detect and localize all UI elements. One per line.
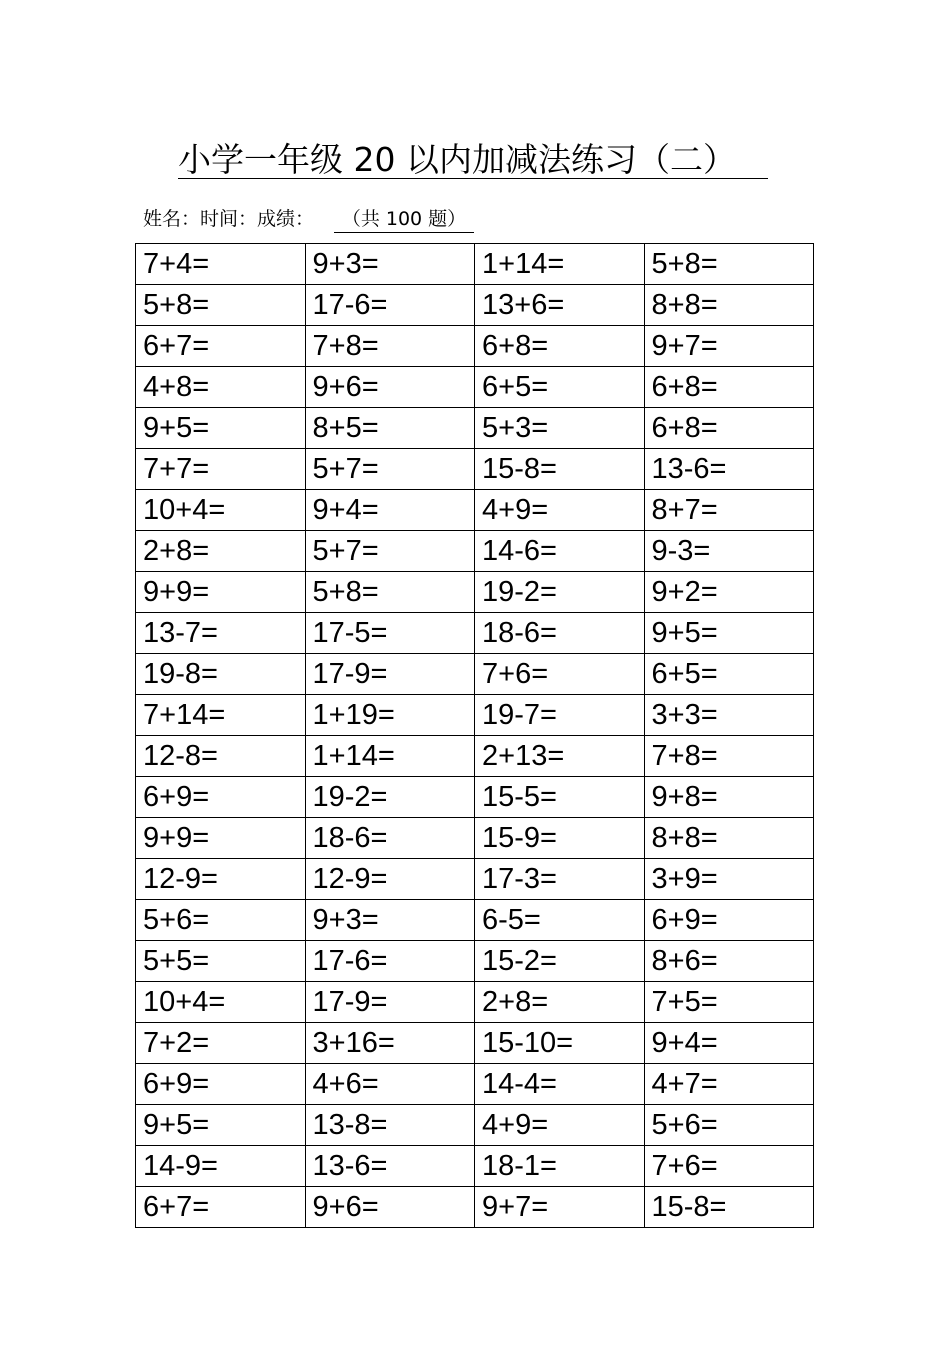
exercise-cell: 12-9=: [136, 859, 306, 900]
exercise-cell: 7+8=: [305, 326, 475, 367]
exercise-cell: 9+4=: [644, 1023, 814, 1064]
exercise-cell: 9+5=: [136, 408, 306, 449]
exercise-cell: 14-9=: [136, 1146, 306, 1187]
exercise-cell: 7+14=: [136, 695, 306, 736]
table-row: [136, 736, 814, 777]
exercise-cell: 6+5=: [644, 654, 814, 695]
exercise-cell: 1+14=: [305, 736, 475, 777]
exercise-cell: 13-8=: [305, 1105, 475, 1146]
exercise-cell: 18-6=: [475, 613, 645, 654]
exercise-cell: 7+6=: [475, 654, 645, 695]
exercise-cell: 19-2=: [475, 572, 645, 613]
exercise-cell: 4+8=: [136, 367, 306, 408]
table-row: [136, 818, 814, 859]
exercise-cell: 6+8=: [644, 408, 814, 449]
exercise-cell: 1+14=: [475, 244, 645, 285]
exercise-cell: 3+9=: [644, 859, 814, 900]
exercise-cell: 5+7=: [305, 449, 475, 490]
exercise-cell: 5+5=: [136, 941, 306, 982]
exercise-cell: 8+7=: [644, 490, 814, 531]
exercise-cell: 14-4=: [475, 1064, 645, 1105]
page-title: 小学一年级 20 以内加减法练习（二）: [178, 140, 736, 179]
exercise-cell: 9+7=: [644, 326, 814, 367]
exercise-cell: 7+5=: [644, 982, 814, 1023]
exercise-cell: 4+9=: [475, 1105, 645, 1146]
question-count: （共 100 题）: [334, 206, 474, 233]
exercise-cell: 17-6=: [305, 941, 475, 982]
table-row: [136, 982, 814, 1023]
exercise-cell: 3+16=: [305, 1023, 475, 1064]
exercise-cell: 13-7=: [136, 613, 306, 654]
exercise-cell: 9+3=: [305, 244, 475, 285]
exercise-cell: 9+5=: [136, 1105, 306, 1146]
exercise-cell: 15-2=: [475, 941, 645, 982]
table-row: [136, 695, 814, 736]
exercise-cell: 9+4=: [305, 490, 475, 531]
exercise-cell: 6+8=: [644, 367, 814, 408]
table-row: [136, 285, 814, 326]
exercise-cell: 13-6=: [305, 1146, 475, 1187]
exercise-cell: 5+8=: [136, 285, 306, 326]
exercise-cell: 4+6=: [305, 1064, 475, 1105]
exercise-cell: 19-2=: [305, 777, 475, 818]
exercise-cell: 13-6=: [644, 449, 814, 490]
exercise-cell: 4+9=: [475, 490, 645, 531]
table-row: [136, 900, 814, 941]
exercise-cell: 19-7=: [475, 695, 645, 736]
table-row: [136, 367, 814, 408]
exercise-cell: 9+9=: [136, 818, 306, 859]
exercise-cell: 6+8=: [475, 326, 645, 367]
exercise-cell: 9+2=: [644, 572, 814, 613]
table-row: [136, 531, 814, 572]
table-row: [136, 1064, 814, 1105]
exercise-cell: 12-8=: [136, 736, 306, 777]
exercise-cell: 5+6=: [644, 1105, 814, 1146]
exercise-cell: 6+9=: [136, 1064, 306, 1105]
exercise-cell: 3+3=: [644, 695, 814, 736]
table-row: [136, 572, 814, 613]
table-row: [136, 777, 814, 818]
exercise-cell: 19-8=: [136, 654, 306, 695]
table-row: [136, 1146, 814, 1187]
exercise-cell: 7+6=: [644, 1146, 814, 1187]
exercise-cell: 2+8=: [136, 531, 306, 572]
exercise-cell: 6+5=: [475, 367, 645, 408]
exercise-cell: 13+6=: [475, 285, 645, 326]
table-row: [136, 244, 814, 285]
table-row: [136, 941, 814, 982]
exercise-cell: 5+6=: [136, 900, 306, 941]
exercise-cell: 9+6=: [305, 1187, 475, 1228]
exercise-cell: 9+5=: [644, 613, 814, 654]
exercise-cell: 9+9=: [136, 572, 306, 613]
exercise-cell: 6+7=: [136, 1187, 306, 1228]
exercise-cell: 6+9=: [136, 777, 306, 818]
exercise-cell: 15-8=: [475, 449, 645, 490]
exercise-cell: 18-6=: [305, 818, 475, 859]
exercise-cell: 8+6=: [644, 941, 814, 982]
exercise-cell: 12-9=: [305, 859, 475, 900]
exercise-cell: 8+8=: [644, 818, 814, 859]
exercise-cell: 9+6=: [305, 367, 475, 408]
exercise-cell: 5+8=: [644, 244, 814, 285]
exercise-cell: 6+7=: [136, 326, 306, 367]
table-row: [136, 1187, 814, 1228]
table-row: [136, 408, 814, 449]
table-row: [136, 1105, 814, 1146]
info-fields-label: 姓名：时间：成绩：: [143, 208, 315, 230]
exercise-cell: 14-6=: [475, 531, 645, 572]
exercise-cell: 8+5=: [305, 408, 475, 449]
exercise-cell: 9+3=: [305, 900, 475, 941]
exercise-cell: 17-9=: [305, 654, 475, 695]
table-row: [136, 654, 814, 695]
exercise-cell: 10+4=: [136, 982, 306, 1023]
exercise-cell: 9-3=: [644, 531, 814, 572]
exercise-cell: 15-10=: [475, 1023, 645, 1064]
exercise-cell: 2+13=: [475, 736, 645, 777]
exercise-cell: 5+8=: [305, 572, 475, 613]
table-row: [136, 326, 814, 367]
exercise-cell: 15-9=: [475, 818, 645, 859]
exercise-cell: 6+9=: [644, 900, 814, 941]
exercise-cell: 10+4=: [136, 490, 306, 531]
exercise-cell: 15-8=: [644, 1187, 814, 1228]
table-row: [136, 1023, 814, 1064]
exercise-cell: 17-3=: [475, 859, 645, 900]
exercise-cell: 2+8=: [475, 982, 645, 1023]
exercise-cell: 7+4=: [136, 244, 306, 285]
exercise-cell: 4+7=: [644, 1064, 814, 1105]
exercise-cell: 7+8=: [644, 736, 814, 777]
exercise-cell: 18-1=: [475, 1146, 645, 1187]
exercise-cell: 9+7=: [475, 1187, 645, 1228]
title-underline: [178, 178, 768, 179]
table-row: [136, 859, 814, 900]
table-row: [136, 613, 814, 654]
exercise-cell: 5+7=: [305, 531, 475, 572]
table-row: [136, 449, 814, 490]
exercise-cell: 5+3=: [475, 408, 645, 449]
exercise-cell: 7+2=: [136, 1023, 306, 1064]
exercise-cell: 17-5=: [305, 613, 475, 654]
exercise-cell: 9+8=: [644, 777, 814, 818]
table-row: [136, 490, 814, 531]
exercise-cell: 8+8=: [644, 285, 814, 326]
exercise-table: [135, 243, 814, 1228]
exercise-cell: 17-9=: [305, 982, 475, 1023]
exercise-cell: 15-5=: [475, 777, 645, 818]
exercise-cell: 6-5=: [475, 900, 645, 941]
exercise-cell: 7+7=: [136, 449, 306, 490]
exercise-cell: 1+19=: [305, 695, 475, 736]
exercise-cell: 17-6=: [305, 285, 475, 326]
